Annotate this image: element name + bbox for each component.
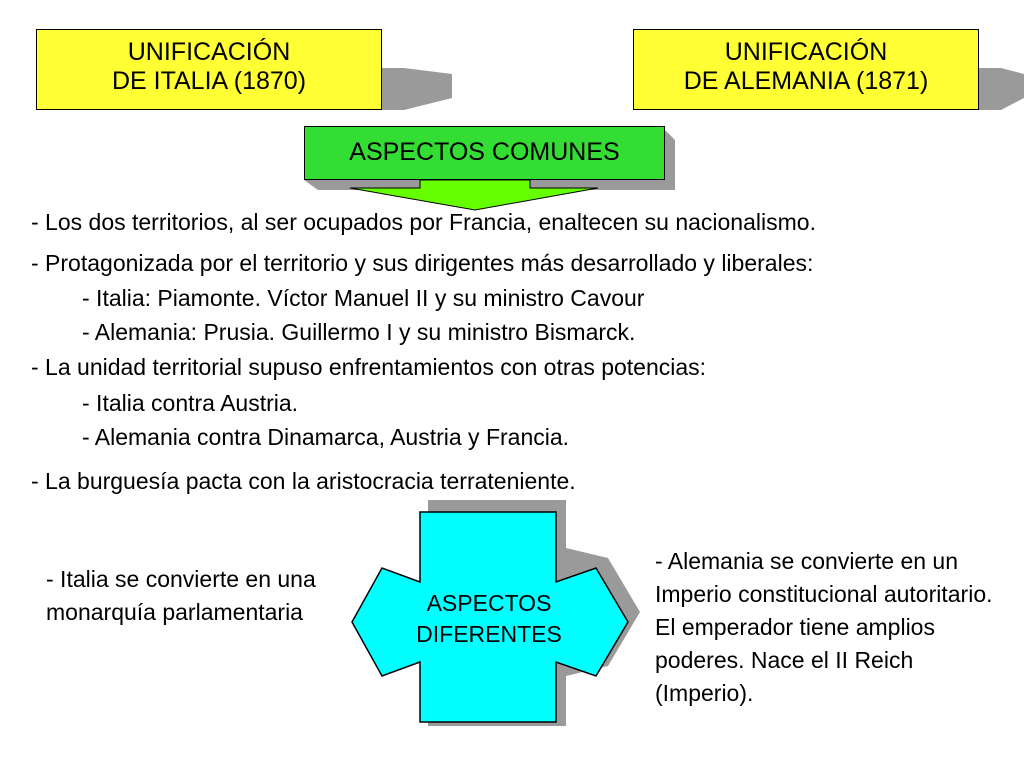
aspectos-diferentes-label (382, 588, 596, 650)
aspectos-comunes-title: ASPECTOS COMUNES (349, 138, 620, 166)
common-point-3: - La unidad territorial supuso enfrentamientos con otras potencias: (31, 354, 707, 380)
common-point-2: - Protagonizada por el territorio y sus dirigentes más desarrollado y liberales: (31, 250, 814, 276)
common-subpoint-italia: - Italia: Piamonte. Víctor Manuel II y su ministro Cavour (82, 285, 645, 311)
italia-title-box (36, 29, 382, 110)
alemania-title-line2: DE ALEMANIA (1871) (683, 67, 929, 95)
alemania-title-line1: UNIFICACIÓN (724, 38, 888, 66)
common-point-1: - Los dos territorios, al ser ocupados por Francia, enaltecen su nacionalismo. (31, 209, 816, 235)
aspectos-diferentes-line1: ASPECTOS (426, 590, 552, 616)
italia-title-line1: UNIFICACIÓN (127, 38, 291, 66)
common-subpoint-alemania-wars: - Alemania contra Dinamarca, Austria y Francia. (82, 424, 570, 450)
alemania-difference-text: - Alemania se convierte en un Imperio constitucional autoritario. El emperador tiene amplios poderes. Nace el II Reich (Imperio). (655, 548, 993, 706)
common-point-4: - La burguesía pacta con la aristocracia terrateniente. (31, 468, 576, 494)
italia-difference-text: - Italia se convierte en una monarquía parlamentaria (46, 566, 316, 625)
italia-box-shadow (382, 68, 452, 110)
common-subpoint-italia-austria: - Italia contra Austria. (82, 390, 299, 416)
italia-title-line2: DE ITALIA (1870) (111, 67, 307, 95)
aspectos-diferentes-line2: DIFERENTES (416, 621, 562, 647)
aspectos-comunes-box (304, 126, 665, 180)
common-subpoint-alemania: - Alemania: Prusia. Guillermo I y su ministro Bismarck. (82, 319, 636, 345)
alemania-title-box (633, 29, 979, 110)
alemania-box-shadow (979, 68, 1024, 110)
